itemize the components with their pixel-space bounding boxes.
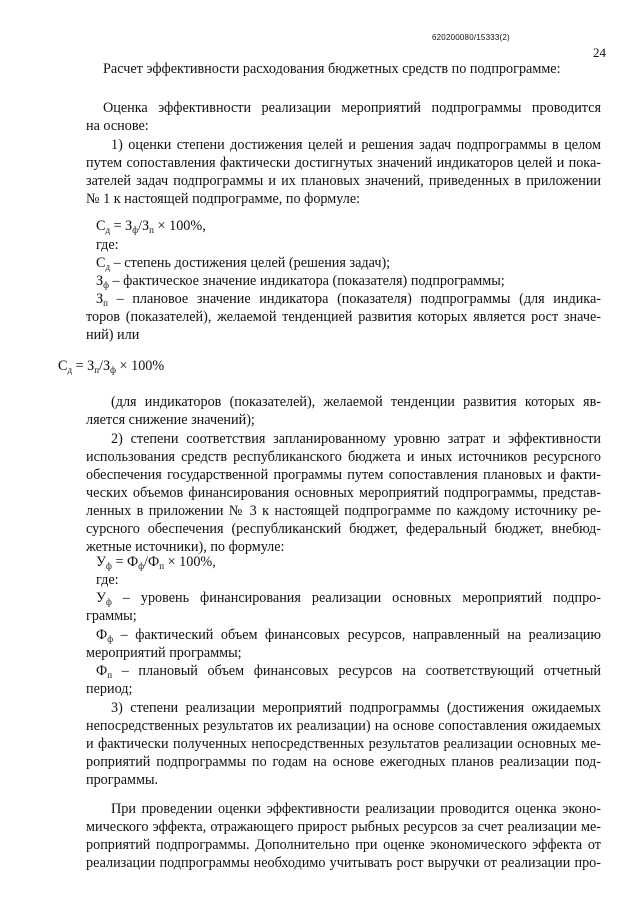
- paragraph-line: ляется снижение значений);: [86, 412, 255, 428]
- paragraph-line: При проведении оценки эффективности реализации проводится оценка эконо-: [111, 801, 601, 817]
- paragraph-line: обеспечения государственной программы путем сопоставления плановых и факти-: [86, 467, 601, 483]
- section-title: Расчет эффективности расходования бюджетных средств по подпрограмме:: [103, 61, 561, 77]
- paragraph-line: жетные источники), по формуле:: [86, 539, 285, 555]
- formula-achievement: $С_д = З_ф/З_п \times 100\%$,: [96, 218, 206, 235]
- where-label: где:: [96, 237, 119, 253]
- paragraph-line: 2) степени соответствия запланированному уровню затрат и эффективности: [111, 431, 601, 447]
- document-id: 620200080/15333(2): [432, 33, 510, 42]
- paragraph-line: реализации подпрограммы необходимо учитывать рост выручки от реализации про-: [86, 855, 601, 871]
- paragraph-line: путем сопоставления фактически достигнутых значений индикаторов целей и пока-: [86, 155, 601, 171]
- paragraph-line: и фактически полученных непосредственных результатов реализации основных ме-: [86, 736, 601, 752]
- paragraph-line: Оценка эффективности реализации мероприятий подпрограммы проводится: [103, 100, 601, 116]
- paragraph-line: использования средств республиканского бюджета и иных источников ресурсного: [86, 449, 601, 465]
- paragraph-line: сурсного обеспечения (республиканский бюджет, федеральный бюджет, внебюд-: [86, 521, 601, 537]
- definition-line: ний) или: [86, 327, 140, 343]
- paragraph-line: роприятий подпрограммы по годам на основе ежегодных планов реализации под-: [86, 754, 601, 770]
- paragraph-line: непосредственных результатов их реализации) на основе сопоставления ожидаемых: [86, 718, 601, 734]
- page-number: 24: [593, 45, 606, 60]
- definition-line: $С_д$ – степень достижения целей (решения задач);: [96, 255, 391, 272]
- paragraph-line: 3) степени реализации мероприятий подпрограммы (достижения ожидаемых: [111, 700, 601, 716]
- definition-line: $З_ф$ – фактическое значение индикатора (показателя) подпрограммы;: [96, 273, 505, 290]
- definition-line: $З_п$ – плановое значение индикатора (показателя) подпрограммы (для индика-: [96, 291, 601, 308]
- paragraph-line: мического эффекта, отражающего прирост рыбных ресурсов за счет реализации ме-: [86, 819, 601, 835]
- paragraph-line: зателей задач подпрограммы и их плановых значений, приведенных в приложении: [86, 173, 601, 189]
- where-label: где:: [96, 572, 119, 588]
- definition-line: граммы;: [86, 608, 137, 624]
- definition-line: мероприятий программы;: [86, 645, 242, 661]
- paragraph-line: роприятий подпрограммы. Дополнительно при оценке экономического эффекта от: [86, 837, 601, 853]
- definition-line: $Ф_ф$ – фактический объем финансовых ресурсов, направленный на реализацию: [96, 627, 601, 644]
- paragraph-line: (для индикаторов (показателей), желаемой тенденции развития которых яв-: [111, 394, 601, 410]
- formula-funding: $У_ф = Ф_ф/Ф_п \times 100\%$,: [96, 554, 216, 571]
- paragraph-line: на основе:: [86, 118, 149, 134]
- formula-achievement-reverse: $С_д = З_п/З_ф \times 100\%$: [58, 358, 165, 375]
- paragraph-line: ленных в приложении № 3 к настоящей подпрограмме по каждому источнику ре-: [86, 503, 601, 519]
- definition-line: торов (показателей), желаемой тенденцией развития которых является рост значе-: [86, 309, 601, 325]
- paragraph-line: 1) оценки степени достижения целей и решения задач подпрограммы в целом: [111, 137, 601, 153]
- paragraph-line: программы.: [86, 772, 159, 788]
- definition-line: $Ф_п$ – плановый объем финансовых ресурсов на соответствующий отчетный: [96, 663, 601, 680]
- paragraph-line: № 1 к настоящей подпрограмме, по формуле:: [86, 191, 361, 207]
- definition-line: $У_ф$ – уровень финансирования реализации основных мероприятий подпро-: [96, 590, 601, 607]
- paragraph-line: ческих объемов финансирования основных мероприятий подпрограммы, представ-: [86, 485, 601, 501]
- definition-line: период;: [86, 681, 133, 697]
